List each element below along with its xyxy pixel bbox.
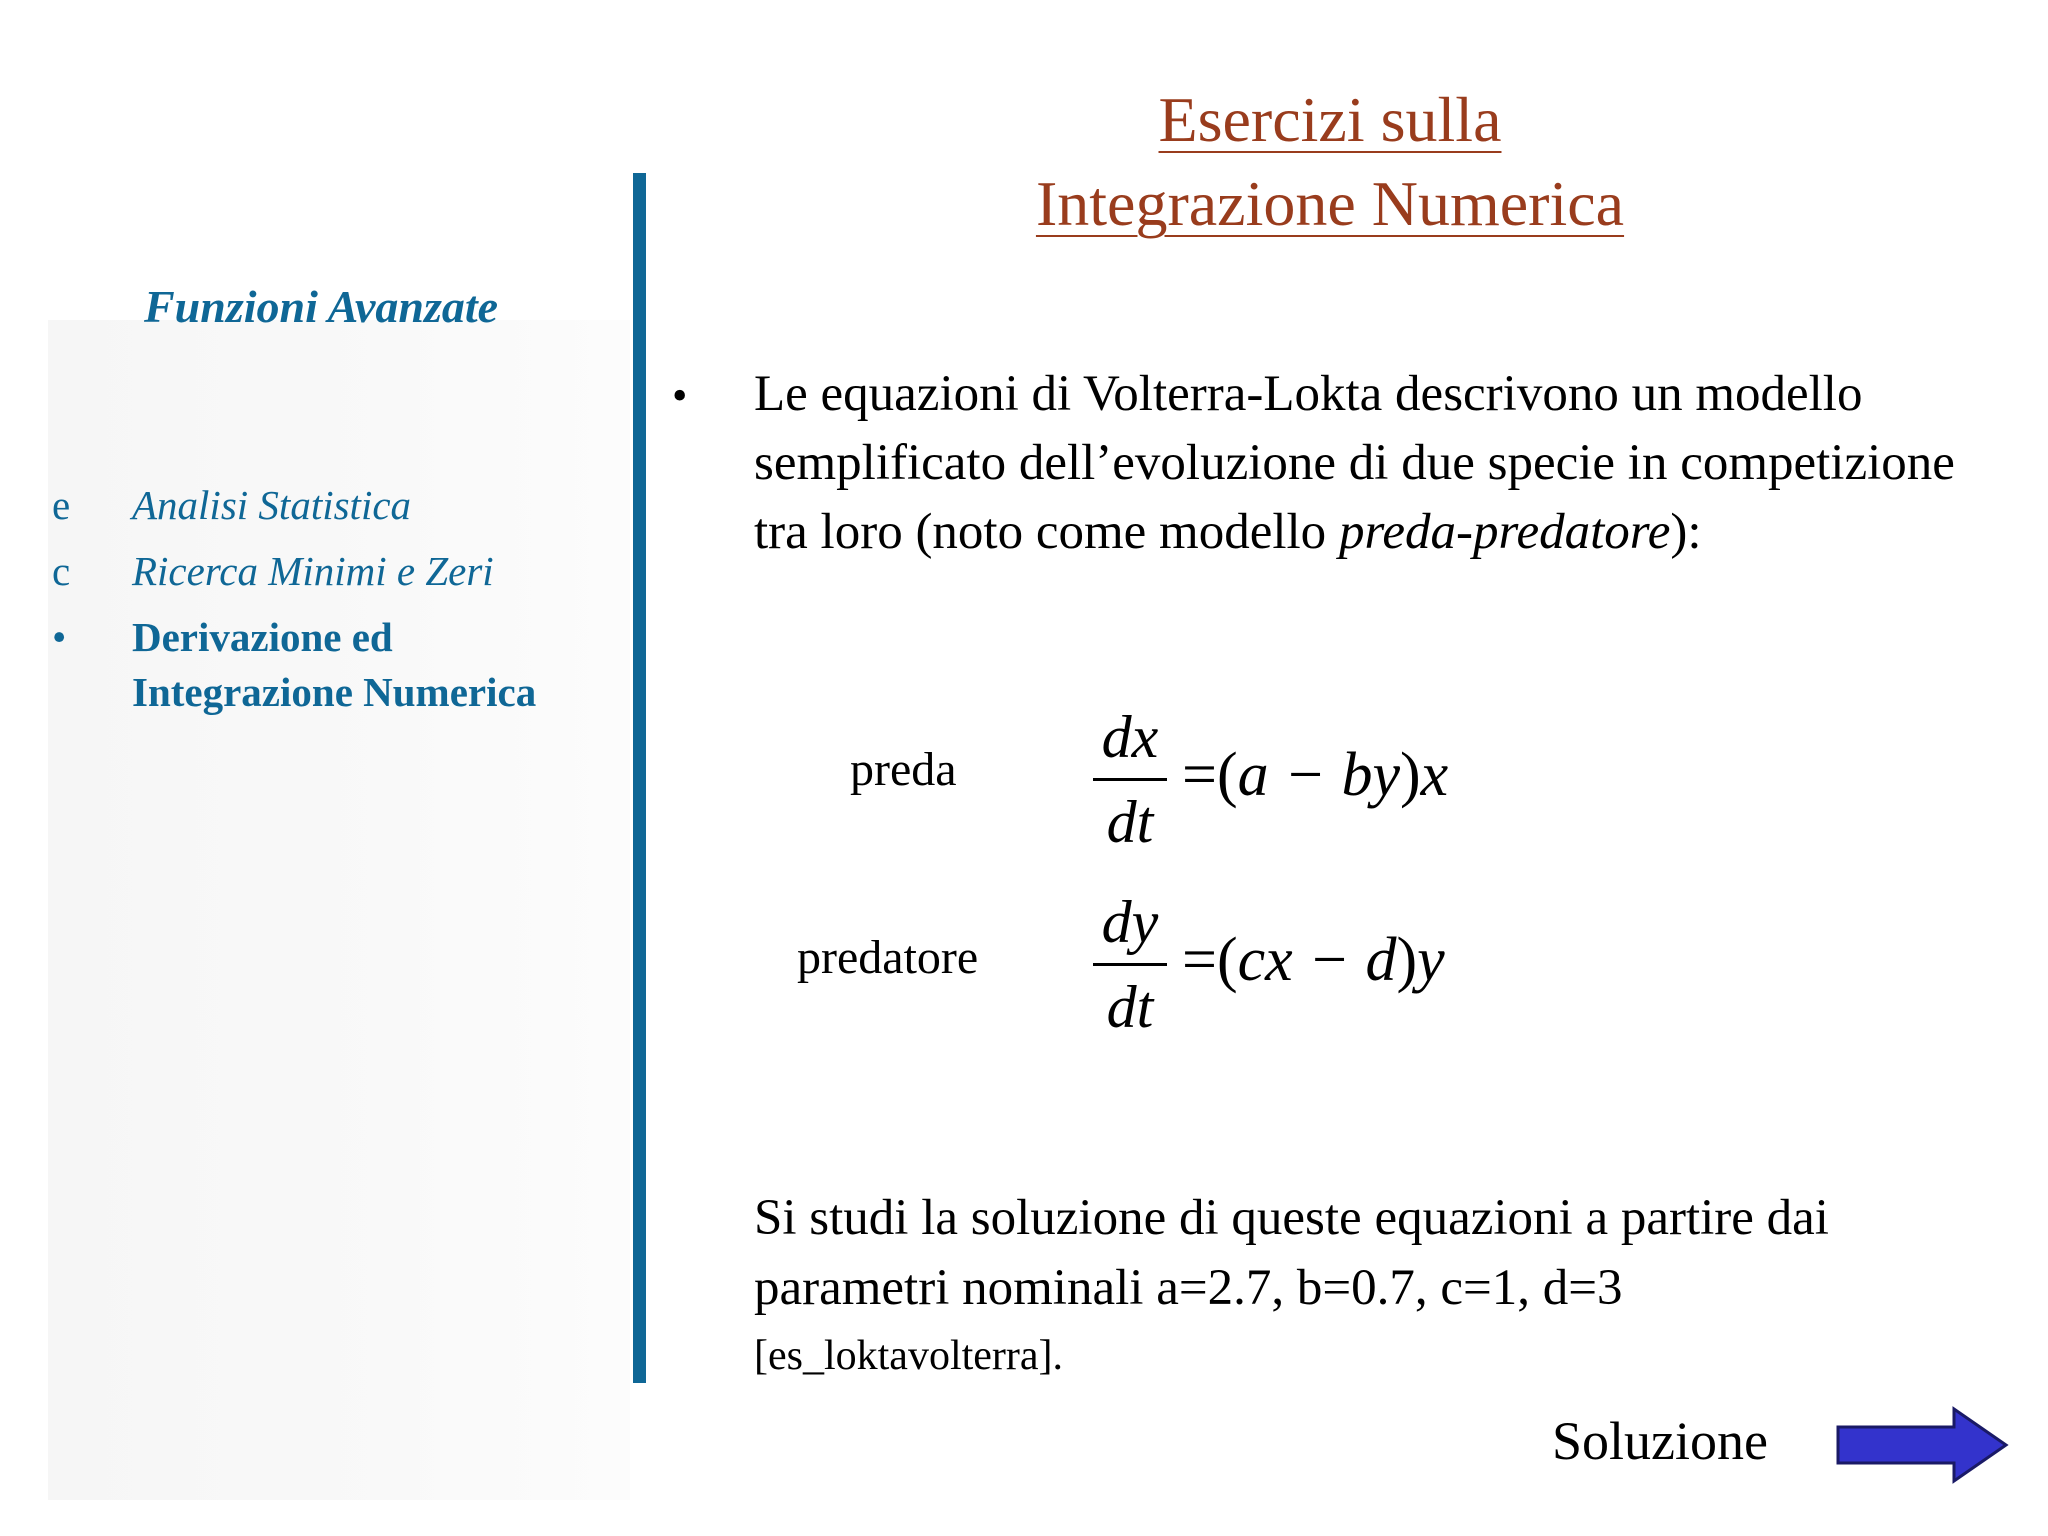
equation-rhs — [1182, 925, 1445, 996]
fraction — [1090, 885, 1170, 1044]
right-arrow-icon[interactable] — [1834, 1405, 2010, 1485]
denominator: dt — [1106, 974, 1154, 1040]
numerator: dx — [1101, 704, 1159, 770]
topic-marker: c — [52, 548, 71, 594]
topic-label-line2: Integrazione Numerica — [132, 669, 537, 715]
denominator: dt — [1106, 789, 1154, 855]
slide-title-line2: Integrazione Numerica — [1035, 168, 1625, 239]
intro-paragraph — [754, 360, 2014, 567]
vertical-divider — [633, 173, 646, 1383]
fraction — [1090, 700, 1170, 859]
numerator: dy — [1101, 889, 1159, 955]
topic-item-ricerca-minimi[interactable] — [52, 544, 612, 599]
topic-marker: • — [52, 614, 67, 660]
equation-preda — [1090, 700, 1510, 870]
file-reference: [es_loktavolterra]. — [754, 1333, 1064, 1379]
intro-text: Le equazioni di Volterra-Lokta descrivono un modello semplificato dell’evoluzione di due specie in competizione tra loro (noto come modello — [754, 366, 1955, 560]
slide-title-line1: Esercizi sulla — [1158, 84, 1502, 155]
rhs-variable: x — [1420, 741, 1449, 809]
fraction-bar — [1093, 963, 1167, 966]
rhs-variable: y — [1417, 926, 1445, 994]
equation-label-preda: preda — [850, 743, 957, 796]
open-paren: ( — [1216, 926, 1238, 994]
intro-emphasis: preda-predatore — [1338, 504, 1671, 560]
topic-item-analisi-statistica[interactable] — [52, 478, 612, 533]
topic-label: Ricerca Minimi e Zeri — [132, 548, 494, 594]
topic-item-derivazione-integrazione[interactable] — [52, 610, 612, 720]
solution-link[interactable]: Soluzione — [1552, 1411, 1768, 1471]
topic-label: Analisi Statistica — [132, 482, 412, 528]
equation-rhs — [1182, 740, 1448, 811]
close-paren: ) — [1396, 926, 1418, 994]
conclusion-text: Si studi la soluzione di queste equazioni a partire dai parametri nominali a=2.7, b=0.7, c=1, d=3 — [754, 1190, 1829, 1316]
open-paren: ( — [1216, 741, 1238, 809]
rhs-inner: a − by — [1237, 741, 1400, 809]
bullet-icon: • — [672, 371, 688, 420]
topic-marker: e — [52, 482, 71, 528]
rhs-inner: cx − d — [1237, 926, 1397, 994]
equation-predatore — [1090, 885, 1510, 1055]
equals-sign: = — [1182, 926, 1217, 994]
close-paren: ) — [1399, 741, 1421, 809]
equals-sign: = — [1182, 741, 1217, 809]
topic-label-line1: Derivazione ed — [132, 614, 393, 660]
topic-list — [52, 478, 612, 731]
intro-end: ): — [1670, 504, 1702, 560]
section-title: Funzioni Avanzate — [144, 281, 499, 332]
fraction-bar — [1093, 778, 1167, 781]
equation-label-predatore: predatore — [797, 931, 979, 984]
slide-title — [880, 78, 1780, 246]
